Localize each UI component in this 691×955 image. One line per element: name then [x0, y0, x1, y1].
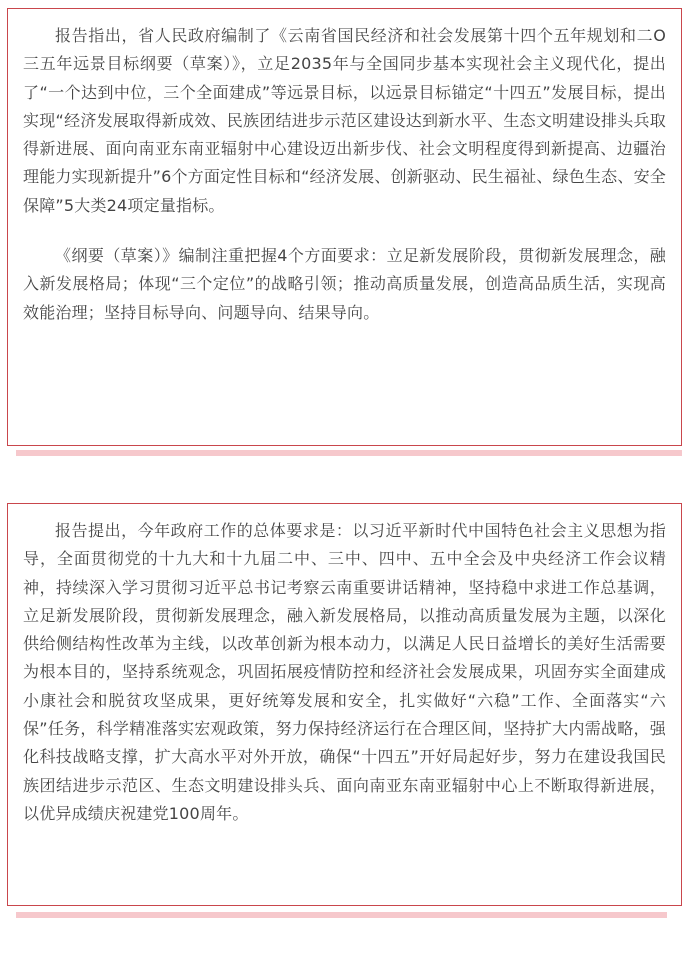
card-shadow-strip-1 — [16, 450, 682, 456]
paragraph-general-requirements: 报告提出，今年政府工作的总体要求是：以习近平新时代中国特色社会主义思想为指导，全面贯彻党的十九大和十九届二中、三中、四中、五中全会及中央经济工作会议精神，持续深入学习贯彻习近平总书记考察云南重要讲话精神，坚持稳中求进工作总基调，立足新发展阶段，贯彻新发展理念，融入新发展格局，以推动高质量发展为主题，以深化供给侧结构性改革为主线，以改革创新为根本动力，以满足人民日益增长的美好生活需要为根本目的，坚持系统观念，巩固拓展疫情防控和经济社会发展成果，巩固夯实全面建成小康社会和脱贫攻坚成果，更好统筹发展和安全，扎实做好“六稳”工作、全面落实“六保”任务，科学精准落实宏观政策，努力保持经济运行在合理区间，坚持扩大内需战略，强化科技战略支撑，扩大高水平对外开放，确保“十四五”开好局起好步，努力在建设我国民族团结进步示范区、生态文明建设排头兵、面向南亚东南亚辐射中心上不断取得新进展，以优异成绩庆祝建党100周年。 — [23, 521, 666, 823]
card-shadow-strip-2 — [16, 912, 667, 918]
paragraph-outline-requirements: 《纲要（草案）》编制注重把握4个方面要求：立足新发展阶段，贯彻新发展理念，融入新发展格局；体现“三个定位”的战略引领；推动高质量发展，创造高品质生活，实现高效能治理；坚持目标导向、问题导向、结果导向。 — [23, 246, 666, 322]
content-card-1 — [7, 8, 682, 446]
paragraph-report-outline: 报告指出，省人民政府编制了《云南省国民经济和社会发展第十四个五年规划和二O三五年远景目标纲要（草案）》，立足2035年与全国同步基本实现社会主义现代化，提出了“一个达到中位，三个全面建成”等远景目标，以远景目标锚定“十四五”发展目标，提出实现“经济发展取得新成效、民族团结进步示范区建设达到新水平、生态文明建设排头兵取得新进展、面向南亚东南亚辐射中心建设迈出新步伐、社会文明程度得到新提高、边疆治理能力实现新提升”6个方面定性目标和“经济发展、创新驱动、民生福祉、绿色生态、安全保障”5大类24项定量指标。 — [23, 26, 666, 215]
content-card-2 — [7, 503, 682, 906]
